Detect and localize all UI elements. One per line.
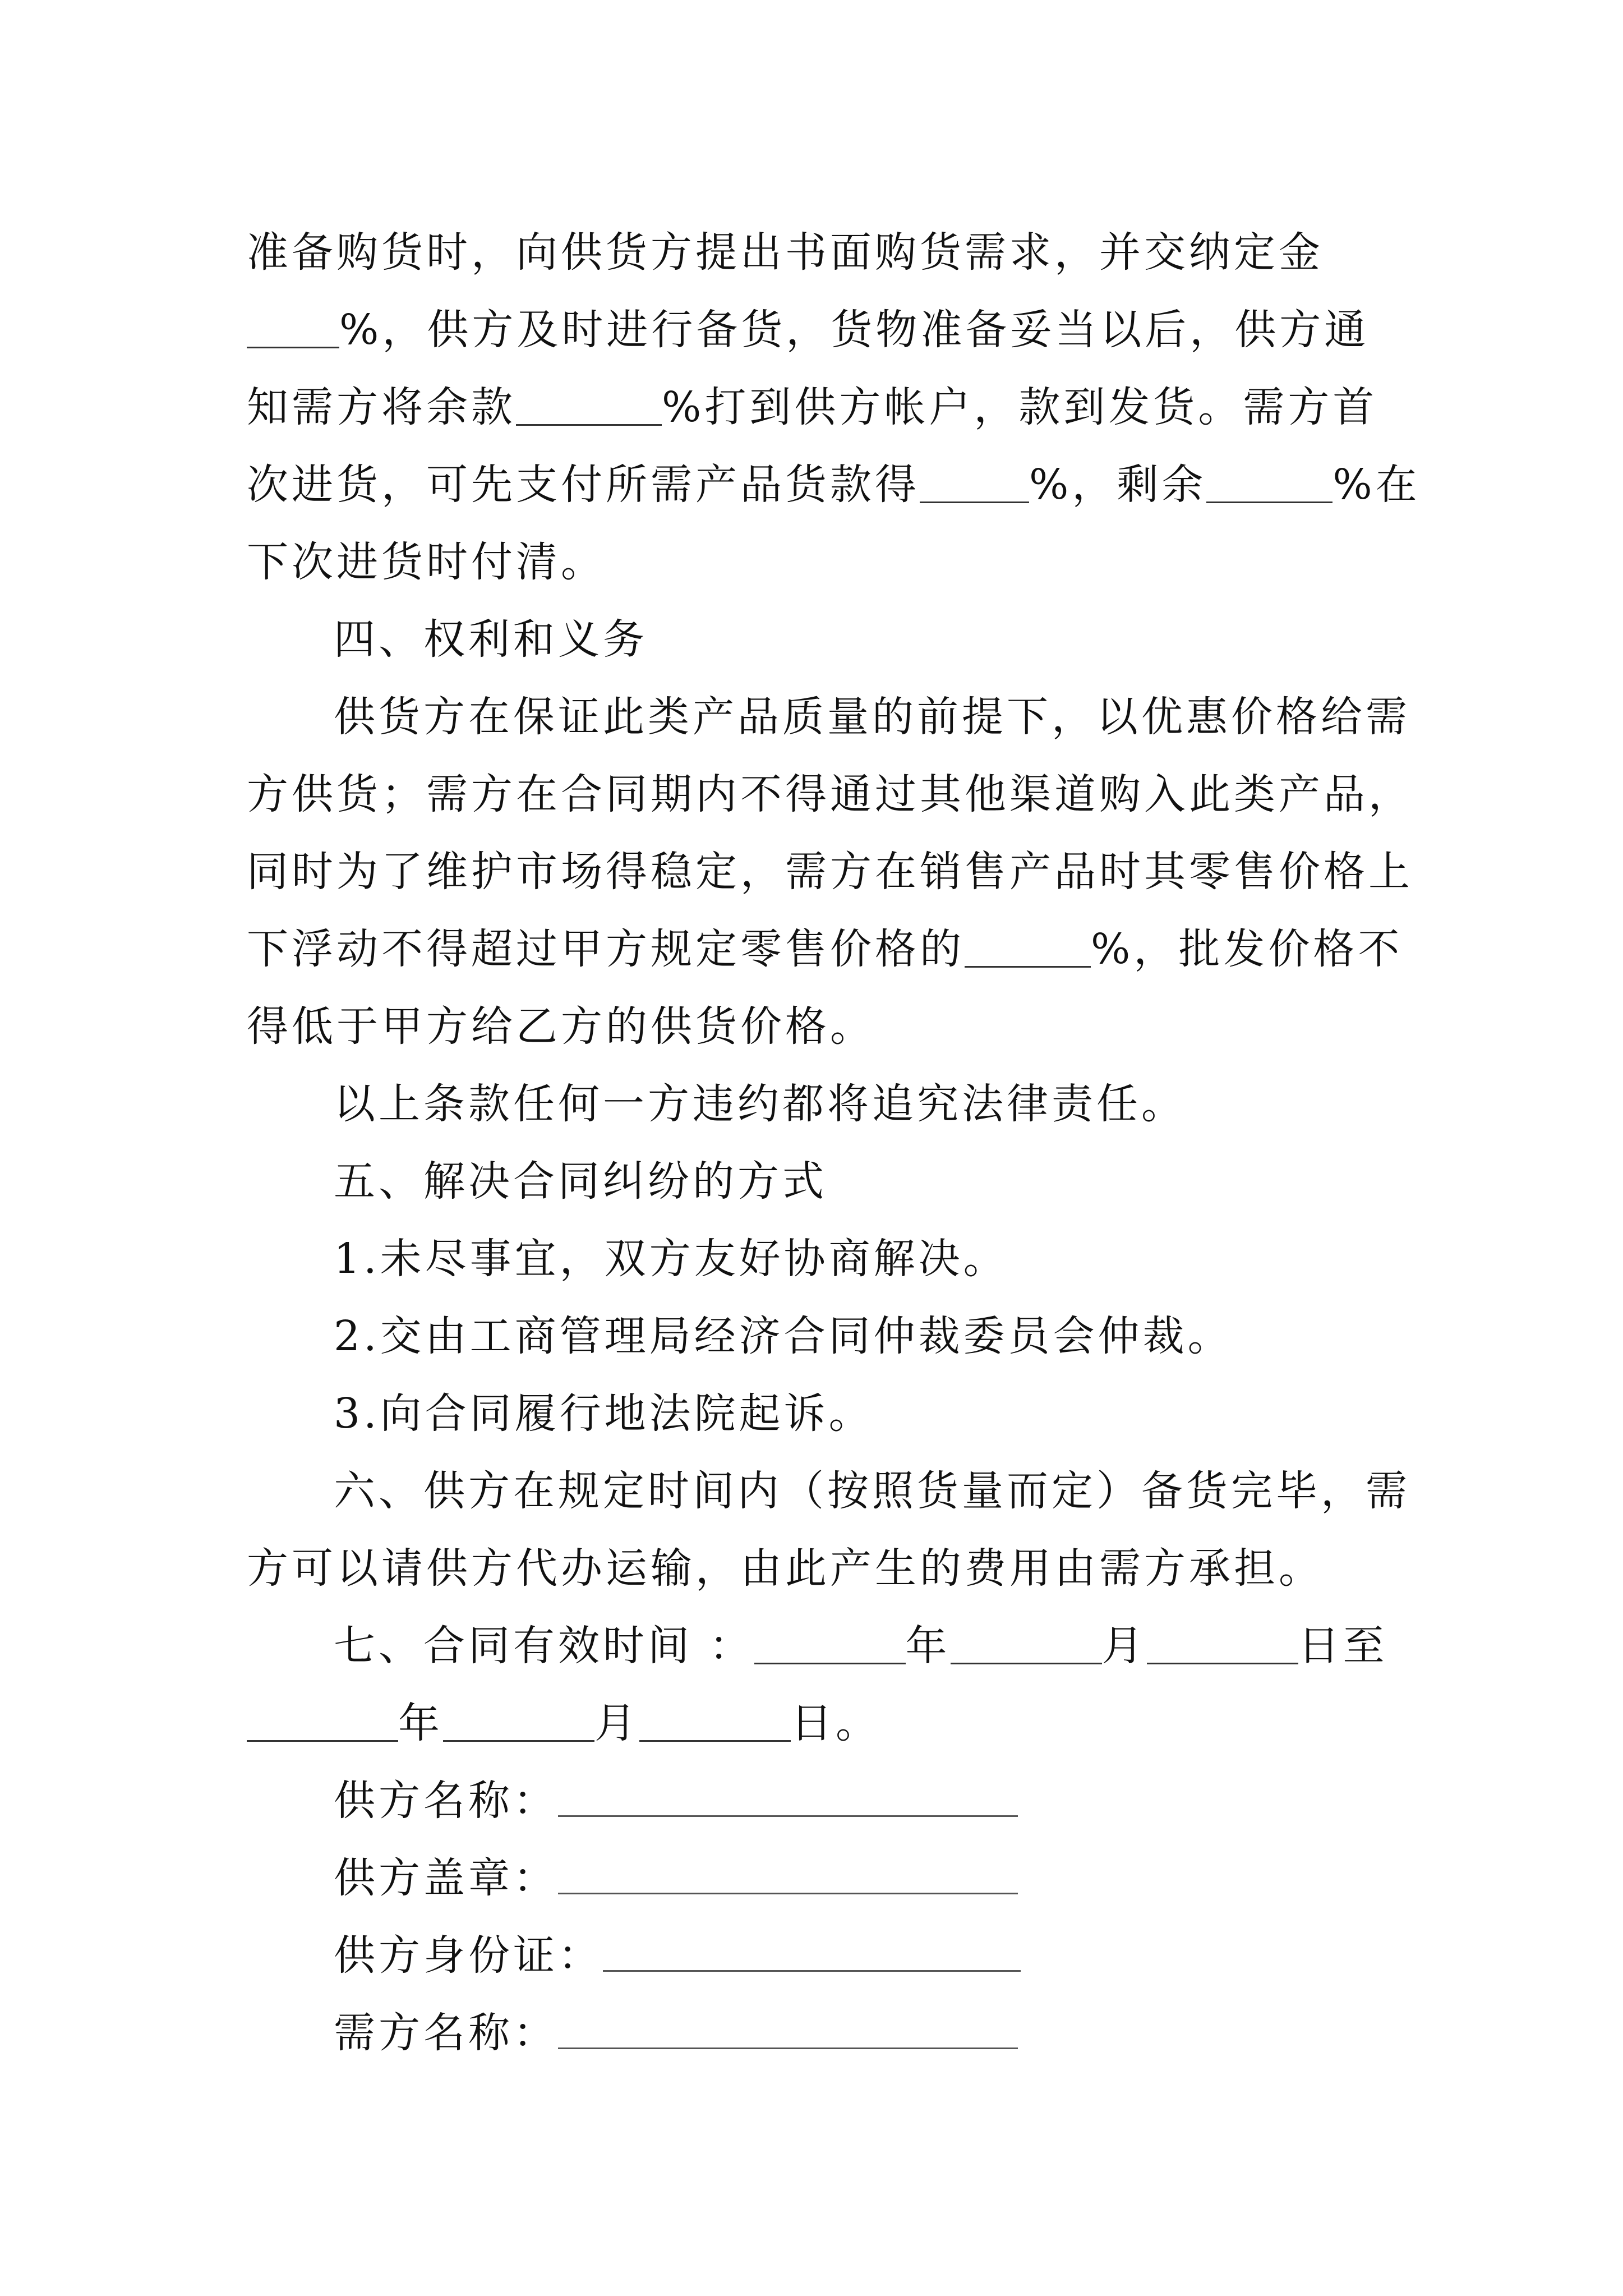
fill-blank[interactable] bbox=[1206, 462, 1332, 503]
text: 次进货，可先支付所需产品货款得 bbox=[247, 461, 920, 509]
fill-blank-month[interactable] bbox=[951, 1623, 1102, 1664]
paragraph-line bbox=[247, 1607, 1478, 1685]
paragraph-line bbox=[247, 832, 1413, 911]
paragraph-line bbox=[247, 910, 1403, 988]
paragraph-line bbox=[247, 755, 1413, 834]
fill-blank-month[interactable] bbox=[443, 1701, 594, 1742]
list-item bbox=[247, 1374, 1478, 1453]
fill-blank-year[interactable] bbox=[247, 1701, 398, 1742]
buyer-name-label: 需方名称： bbox=[334, 2009, 558, 2057]
paragraph-line bbox=[247, 368, 1391, 447]
fill-blank-day[interactable] bbox=[639, 1701, 791, 1742]
text: 六、供方在规定时间内（按照货量而定）备货完毕，需 bbox=[334, 1467, 1410, 1515]
signature-row bbox=[247, 1839, 1478, 1917]
list-item bbox=[247, 1220, 1478, 1298]
buyer-name-field[interactable] bbox=[558, 2003, 1018, 2049]
paragraph-line bbox=[247, 1452, 1478, 1530]
paragraph-line bbox=[247, 1065, 1478, 1143]
supplier-seal-label: 供方盖章： bbox=[334, 1854, 558, 1902]
text: 月 bbox=[1101, 1622, 1147, 1670]
text: 1.未尽事宜，双方友好协商解决。 bbox=[334, 1235, 1008, 1283]
text: 准备购货时，向供货方提出书面购货需求，并交纳定金 bbox=[247, 228, 1324, 277]
supplier-name-label: 供方名称： bbox=[334, 1777, 558, 1825]
text: 供货方在保证此类产品质量的前提下，以优惠价格给需 bbox=[334, 693, 1410, 741]
fill-blank[interactable] bbox=[920, 462, 1029, 503]
section-heading bbox=[247, 1142, 1478, 1221]
paragraph-line bbox=[247, 987, 1391, 1066]
paragraph-line bbox=[247, 678, 1478, 756]
document-page bbox=[247, 213, 1421, 2120]
text: 方可以请供方代办运输，由此产生的费用由需方承担。 bbox=[247, 1544, 1324, 1593]
text: 2.交由工商管理局经济合同仲裁委员会仲裁。 bbox=[334, 1312, 1233, 1360]
paragraph-line bbox=[247, 291, 1391, 369]
list-item bbox=[247, 1297, 1478, 1375]
fill-blank[interactable] bbox=[965, 927, 1091, 968]
paragraph-line bbox=[247, 1684, 1391, 1763]
section-heading bbox=[247, 600, 1478, 679]
text: %，供方及时进行备货，货物准备妥当以后，供方通 bbox=[339, 306, 1370, 354]
fill-blank-year[interactable] bbox=[754, 1623, 906, 1664]
text: %打到供方帐户，款到发货。需方首 bbox=[662, 383, 1378, 431]
signature-row bbox=[247, 1916, 1478, 1995]
signature-row bbox=[247, 1761, 1478, 1840]
text: 五、解决合同纠纷的方式 bbox=[334, 1157, 827, 1205]
signature-row bbox=[247, 1994, 1478, 2072]
supplier-name-field[interactable] bbox=[558, 1770, 1018, 1817]
text: 方供货；需方在合同期内不得通过其他渠道购入此类产品， bbox=[247, 770, 1413, 818]
supplier-id-label: 供方身份证： bbox=[334, 1931, 603, 1980]
text: 下浮动不得超过甲方规定零售价格的 bbox=[247, 925, 965, 973]
text: 四、权利和义务 bbox=[334, 615, 648, 664]
fill-blank-day[interactable] bbox=[1147, 1623, 1298, 1664]
text: 得低于甲方给乙方的供货价格。 bbox=[247, 1002, 875, 1051]
text: 3.向合同履行地法院起诉。 bbox=[334, 1389, 874, 1438]
text: 下次进货时付清。 bbox=[247, 538, 606, 586]
text: %，剩余 bbox=[1029, 461, 1207, 509]
text: 日至 bbox=[1298, 1622, 1388, 1670]
text: 月 bbox=[594, 1699, 639, 1747]
text: 知需方将余款 bbox=[247, 383, 516, 431]
text: 同时为了维护市场得稳定，需方在销售产品时其零售价格上 bbox=[247, 848, 1413, 896]
paragraph-line bbox=[247, 1529, 1391, 1608]
supplier-id-field[interactable] bbox=[603, 1925, 1021, 1972]
text: 七、合同有效时间 ： bbox=[334, 1622, 754, 1670]
paragraph-line bbox=[247, 213, 1391, 292]
supplier-seal-field[interactable] bbox=[558, 1848, 1018, 1894]
text: 日。 bbox=[791, 1699, 880, 1747]
paragraph-line bbox=[247, 523, 1391, 601]
text: %，批发价格不 bbox=[1091, 925, 1403, 973]
fill-blank[interactable] bbox=[247, 307, 339, 348]
text: 年 bbox=[398, 1699, 443, 1747]
text: %在 bbox=[1332, 461, 1421, 509]
text: 年 bbox=[905, 1622, 951, 1670]
text: 以上条款任何一方违约都将追究法律责任。 bbox=[334, 1080, 1186, 1128]
fill-blank[interactable] bbox=[516, 385, 662, 426]
paragraph-line bbox=[247, 445, 1421, 524]
